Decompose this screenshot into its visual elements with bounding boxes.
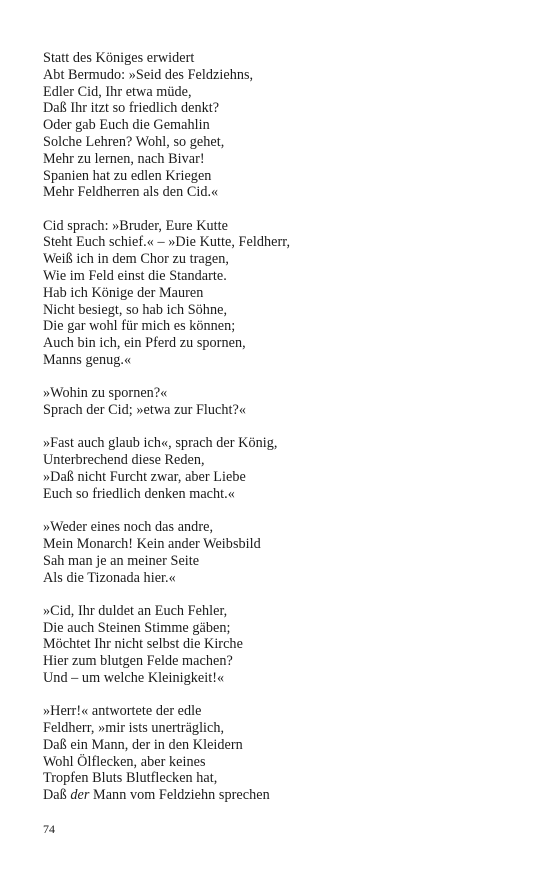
verse-line: Sprach der Cid; »etwa zur Flucht?« (43, 402, 247, 419)
emphasized-word: der (70, 787, 90, 804)
verse-line: Cid sprach: »Bruder, Eure Kutte (43, 217, 228, 234)
verse-line: Daß ein Mann, der in den Kleidern (43, 736, 243, 753)
verse-line: Wie im Feld einst die Standarte. (43, 268, 227, 285)
verse-line: »Cid, Ihr duldet an Euch Fehler, (43, 602, 228, 619)
verse-line: Abt Bermudo: »Seid des Feldziehns, (43, 66, 254, 83)
verse-line-final (43, 787, 523, 804)
verse-line: Sah man je an meiner Seite (43, 552, 200, 569)
poem-text (43, 50, 523, 821)
verse-line: Mehr Feldherren als den Cid.« (43, 184, 219, 201)
line-text: Daß (43, 787, 71, 804)
verse-line: Die auch Steinen Stimme gäben; (43, 619, 231, 636)
verse-line: Oder gab Euch die Gemahlin (43, 117, 210, 134)
verse-line: »Herr!« antwortete der edle (43, 703, 202, 720)
stanza-2 (43, 218, 523, 369)
verse-line: Feldherr, »mir ists unerträglich, (43, 720, 225, 737)
verse-line: Als die Tizonada hier.« (43, 569, 176, 586)
verse-line: Die gar wohl für mich es können; (43, 318, 236, 335)
verse-line: Und – um welche Kleinigkeit!« (43, 670, 225, 686)
verse-line: Wohl Ölflecken, aber keines (43, 753, 206, 770)
stanza-1 (43, 50, 523, 201)
verse-line: Solche Lehren? Wohl, so gehet, (43, 133, 225, 150)
page-number: 74 (43, 822, 55, 836)
verse-line: Unterbrechend diese Reden, (43, 452, 205, 469)
stanza-3 (43, 385, 523, 419)
verse-line: Edler Cid, Ihr etwa müde, (43, 83, 192, 100)
verse-line: Weiß ich in dem Chor zu tragen, (43, 251, 229, 268)
verse-line: Mein Monarch! Kein ander Weibsbild (43, 535, 261, 552)
stanza-5 (43, 519, 523, 586)
line-text: Mann vom Feldziehn sprechen (89, 787, 270, 804)
stanza-7 (43, 703, 523, 804)
verse-line: »Weder eines noch das andre, (43, 519, 214, 536)
verse-line: Mehr zu lernen, nach Bivar! (43, 150, 205, 167)
verse-line: Nicht besiegt, so hab ich Söhne, (43, 301, 228, 318)
verse-line: Steht Euch schief.« – »Die Kutte, Feldherr, (43, 234, 291, 251)
stanza-6 (43, 603, 523, 687)
verse-line: Auch bin ich, ein Pferd zu spornen, (43, 335, 246, 352)
verse-line: »Daß nicht Furcht zwar, aber Liebe (43, 469, 246, 486)
verse-line: Hab ich Könige der Mauren (43, 284, 204, 301)
verse-line: Statt des Königes erwidert (43, 50, 195, 66)
verse-line: Hier zum blutgen Felde machen? (43, 653, 233, 670)
verse-line: Tropfen Bluts Blutflecken hat, (43, 770, 218, 787)
verse-line: Möchtet Ihr nicht selbst die Kirche (43, 636, 243, 653)
verse-line: Manns genug.« (43, 352, 132, 369)
verse-line: Spanien hat zu edlen Kriegen (43, 167, 212, 184)
verse-line: »Wohin zu spornen?« (43, 385, 168, 402)
stanza-4 (43, 435, 523, 502)
verse-line: »Fast auch glaub ich«, sprach der König, (43, 435, 278, 452)
verse-line: Euch so friedlich denken macht.« (43, 485, 235, 502)
verse-line: Daß Ihr itzt so friedlich denkt? (43, 100, 220, 117)
